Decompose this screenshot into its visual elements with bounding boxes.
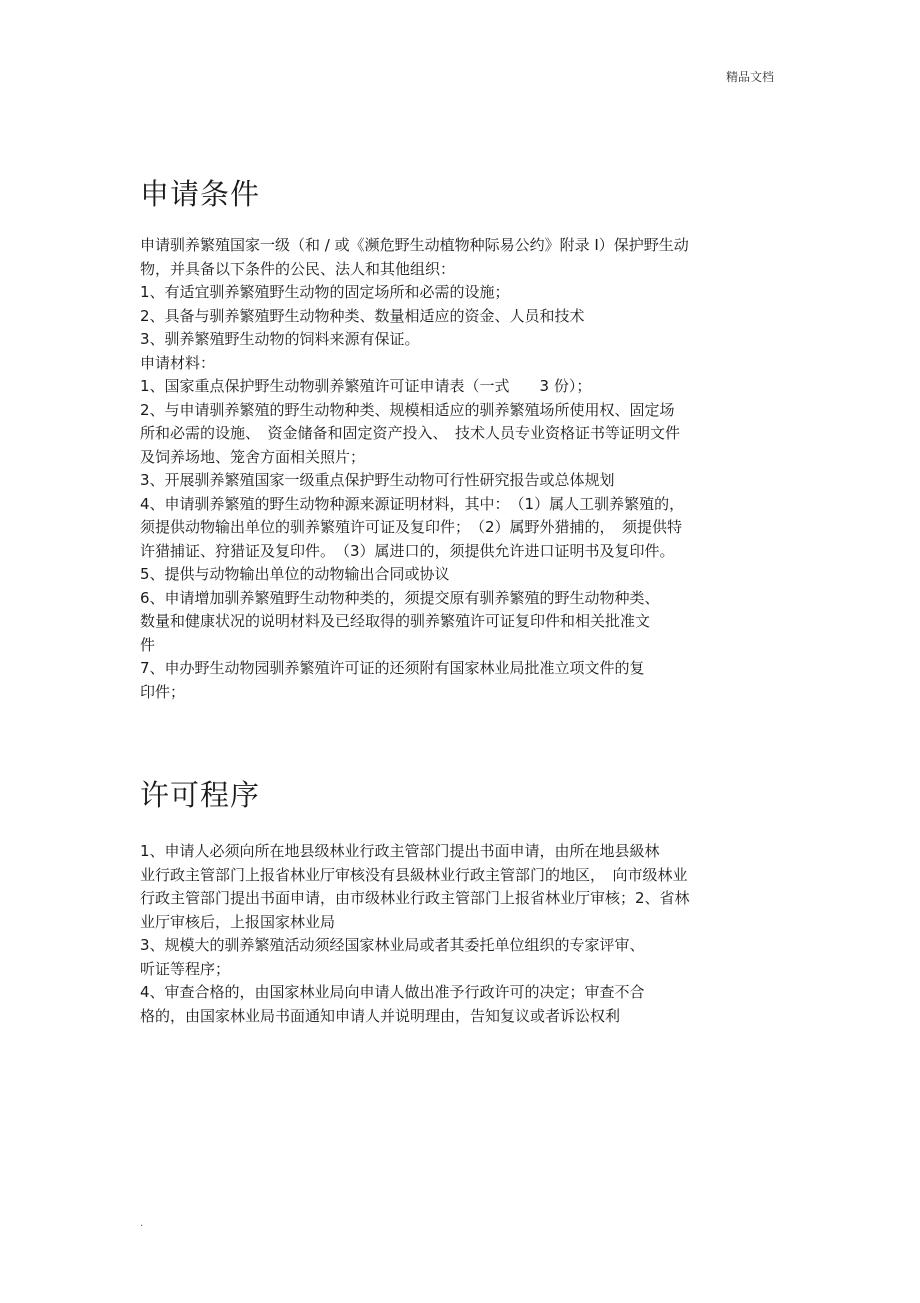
text-line: 7、申办野生动物园驯养繁殖许可证的还须附有国家林业局批准立项文件的复 [140, 659, 645, 677]
text-line: 4、审查合格的，由国家林业局向申请人做出准予行政许可的决定；审查不合 [140, 983, 645, 1001]
text-line: 4、申请驯养繁殖的野生动物种源来源证明材料，其中： （1）属人工驯养繁殖的， [140, 494, 685, 513]
procedure-body [140, 840, 788, 1028]
text-line: 数量和健康状况的说明材料及已经取得的驯养繁殖许可证复印件和相关批准文 [140, 612, 651, 630]
text-line: 印件； [140, 682, 186, 701]
text-line: 听证等程序； [140, 959, 231, 978]
text-line: 件 [140, 635, 156, 654]
text-line: 3、开展驯养繁殖国家一级重点保护野生动物可行性研究报告或总体规划 [140, 471, 615, 489]
header-tag: 精品文档 [725, 70, 774, 84]
section-title-conditions: 申请条件 [140, 177, 261, 211]
text-line: 格的，由国家林业局书面通知申请人并说明理由，告知复议或者诉讼权利 [140, 1006, 621, 1025]
text-line: 申请材料： [140, 353, 216, 372]
text-line: 2、与申请驯养繁殖的野生动物种类、规模相适应的驯养繁殖场所使用权、固定场 [140, 400, 675, 419]
text-line: 及饲养场地、笼舍方面相关照片； [140, 447, 366, 466]
text-line: 须提供动物输出单位的驯养繁殖许可证及复印件； （2）属野外猎捕的， 须提供特 [140, 518, 683, 536]
footer-mark: . [140, 1218, 144, 1229]
text-line: 3、规模大的驯养繁殖活动须经国家林业局或者其委托单位组织的专家评审、 [140, 936, 645, 954]
text-line: 3、驯养繁殖野生动物的饲料来源有保证。 [140, 330, 420, 348]
text-line: 业行政主管部门上报省林业厅审核没有县級林业行政主管部门的地区， 向市级林业 [140, 865, 688, 884]
text-line: 业厅审核后，上报国家林业局 [140, 912, 336, 931]
text-line: 2、具备与驯养繁殖野生动物种类、数量相适应的资金、人员和技术 [140, 306, 585, 325]
text-line: 许猎捕证、狩猎证及复印件。 （3）属进口的，须提供允许进口证明书及复印件。 [140, 541, 675, 560]
text-line: 6、申请增加驯养繁殖野生动物种类的，须提交原有驯养繁殖的野生动物种类、 [140, 588, 660, 607]
section-title-procedure: 许可程序 [140, 778, 261, 812]
conditions-body [140, 234, 788, 704]
text-line: 1、申请人必须向所在地县级林业行政主管部门提出书面申请，由所在地县級林 [140, 842, 660, 860]
text-line: 申请驯养繁殖国家一级（和 / 或《濒危野生动植物种际易公约》附录 I）保护野生动 [140, 236, 689, 254]
text-line: 行政主管部门提出书面申请，由市级林业行政主管部门上报省林业厅审核；2、省林 [140, 889, 690, 907]
text-line: 1、国家重点保护野生动物驯养繁殖许可证申请表（一式 3 份）； [140, 377, 592, 395]
text-line: 1、有适宜驯养繁殖野生动物的固定场所和必需的设施； [140, 283, 510, 301]
text-line: 所和必需的设施、 资金储备和固定资产投入、 技术人员专业资格证书等证明文件 [140, 424, 681, 442]
text-line: 物，并具备以下条件的公民、法人和其他组织： [140, 259, 456, 278]
text-line: 5、提供与动物输出单位的动物输出合同或协议 [140, 565, 450, 583]
